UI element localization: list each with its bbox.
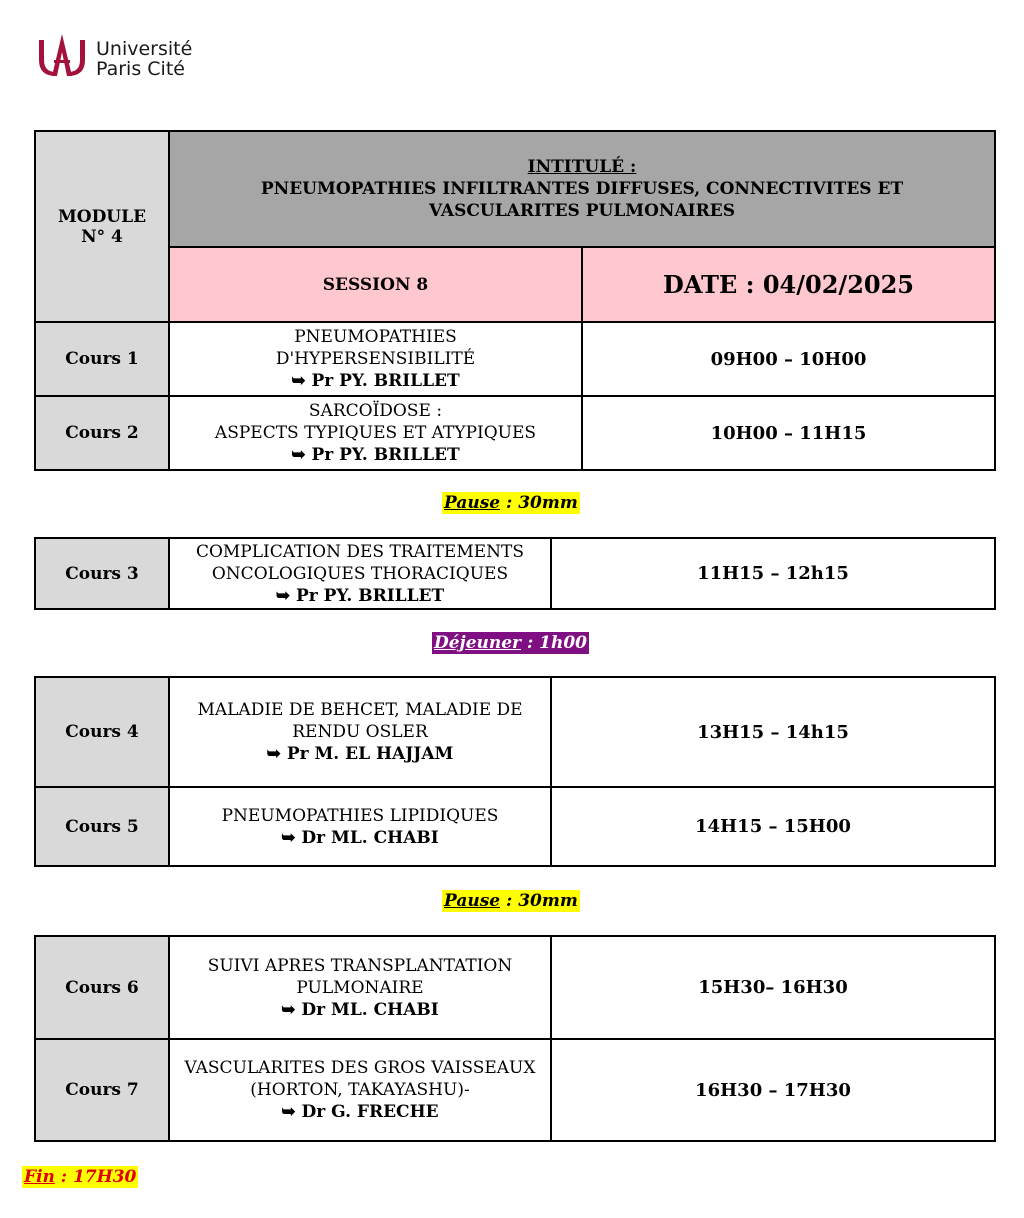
intitule-label: INTITULÉ : <box>527 157 637 177</box>
course-speaker: ➥ Dr ML. CHABI <box>281 827 439 848</box>
table-row <box>35 677 995 787</box>
course-title-line: MALADIE DE BEHCET, MALADIE DE <box>197 700 523 720</box>
session-date: DATE : 04/02/2025 <box>663 270 914 299</box>
course-label: Cours 4 <box>35 677 169 787</box>
session-label: SESSION 8 <box>322 274 429 295</box>
course-label: Cours 3 <box>35 538 169 609</box>
table-row <box>35 787 995 866</box>
schedule-table-1 <box>34 130 996 471</box>
lunch-word: Déjeuner <box>434 633 522 653</box>
course-time: 14H15 – 15H00 <box>551 787 995 866</box>
module-cell <box>35 131 169 322</box>
course-label: Cours 1 <box>35 322 169 396</box>
course-title-line: PNEUMOPATHIES LIPIDIQUES <box>221 805 499 826</box>
course-title-line: D'HYPERSENSIBILITÉ <box>275 349 476 369</box>
course-label: Cours 7 <box>35 1039 169 1141</box>
intitule-line-2: VASCULARITES PULMONAIRES <box>429 201 735 221</box>
course-title-line: ONCOLOGIQUES THORACIQUES <box>211 563 509 584</box>
table-row <box>35 936 995 1039</box>
course-time: 09H00 – 10H00 <box>582 322 995 396</box>
course-label: Cours 6 <box>35 936 169 1039</box>
logo-line-2: Paris Cité <box>96 58 185 80</box>
course-title-cell <box>169 538 551 609</box>
university-emblem-icon <box>36 30 88 80</box>
course-title-line: ASPECTS TYPIQUES ET ATYPIQUES <box>214 423 537 443</box>
course-time: 10H00 – 11H15 <box>582 396 995 470</box>
course-time: 15H30– 16H30 <box>551 936 995 1039</box>
end-time: : 17H30 <box>54 1167 137 1187</box>
course-title-cell <box>169 677 551 787</box>
course-title-cell <box>169 1039 551 1141</box>
course-speaker: ➥ Pr M. EL HAJJAM <box>266 744 454 764</box>
pause-note-1 <box>442 492 580 514</box>
module-label: MODULE N° 4 <box>57 206 147 247</box>
lunch-duration: : 1h00 <box>521 633 587 653</box>
date-cell <box>582 247 995 322</box>
pause-word: Pause <box>444 891 501 911</box>
course-time: 16H30 – 17H30 <box>551 1039 995 1141</box>
lunch-note <box>432 632 589 654</box>
university-logo <box>36 30 236 82</box>
table-row <box>35 1039 995 1141</box>
course-time: 13H15 – 14h15 <box>551 677 995 787</box>
end-word: Fin <box>24 1167 55 1187</box>
table-row <box>35 538 995 609</box>
course-title-cell <box>169 396 582 470</box>
table-row <box>35 322 995 396</box>
course-title-cell <box>169 322 582 396</box>
course-speaker: ➥ Pr PY. BRILLET <box>275 585 445 606</box>
intitule-cell <box>169 131 995 247</box>
table-row <box>35 396 995 470</box>
course-label: Cours 5 <box>35 787 169 866</box>
end-note <box>22 1166 138 1188</box>
course-title-line: PULMONAIRE <box>296 977 424 998</box>
pause-word: Pause <box>444 493 501 513</box>
pause-note-2 <box>442 890 580 912</box>
pause-duration: : 30mm <box>500 493 578 513</box>
pause-duration: : 30mm <box>500 891 578 911</box>
course-title-cell <box>169 936 551 1039</box>
course-title-line: RENDU OSLER <box>292 722 428 742</box>
schedule-table-2 <box>34 537 996 610</box>
course-title-line: SUIVI APRES TRANSPLANTATION <box>207 955 513 976</box>
logo-line-1: Université <box>96 38 193 60</box>
course-speaker: ➥ Dr G. FRECHE <box>281 1102 439 1122</box>
course-title-line: VASCULARITES DES GROS VAISSEAUX <box>184 1058 536 1078</box>
schedule-table-4 <box>34 935 996 1142</box>
course-title-line: COMPLICATION DES TRAITEMENTS <box>195 541 525 562</box>
schedule-table-3 <box>34 676 996 867</box>
course-label: Cours 2 <box>35 396 169 470</box>
session-cell <box>169 247 582 322</box>
course-speaker: ➥ Pr PY. BRILLET <box>291 445 460 465</box>
course-speaker: ➥ Dr ML. CHABI <box>281 999 439 1020</box>
course-title-cell <box>169 787 551 866</box>
course-title-line: SARCOÏDOSE : <box>308 401 443 421</box>
course-title-line: PNEUMOPATHIES <box>294 327 457 347</box>
intitule-line-1: PNEUMOPATHIES INFILTRANTES DIFFUSES, CONNECTIVITES ET <box>260 179 904 199</box>
course-title-line: (HORTON, TAKAYASHU)- <box>250 1080 470 1100</box>
course-speaker: ➥ Pr PY. BRILLET <box>291 371 460 391</box>
course-time: 11H15 – 12h15 <box>551 538 995 609</box>
